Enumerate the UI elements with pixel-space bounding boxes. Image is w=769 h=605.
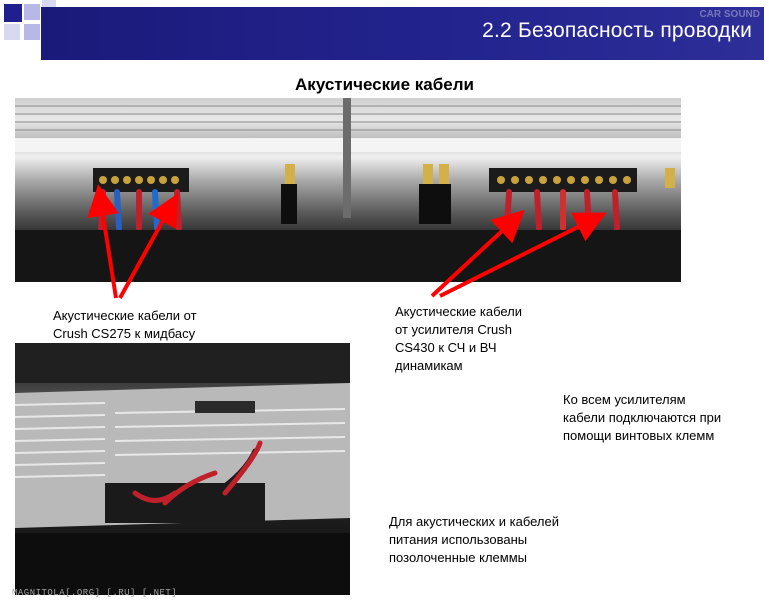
site-watermark: MAGNITOLA[.ORG] [.RU] [.NET]: [12, 588, 178, 598]
slide-title: 2.2 Безопасность проводки: [482, 19, 752, 42]
amplifier-photo-top: [15, 98, 681, 282]
caption-right-middle: Ко всем усилителям кабели подключаются при помощи винтовых клемм: [563, 392, 722, 443]
amplifier-photo-bottom: [15, 343, 350, 595]
decor-square-light: [24, 4, 40, 20]
amplifier-photo-top-drawing: [15, 98, 681, 282]
decor-square-pale: [4, 24, 20, 40]
slide-subtitle: Акустические кабели: [295, 75, 474, 94]
caption-left-top: Акустические кабели от Crush CS275 к мидбасу: [53, 308, 197, 341]
decor-square-light-2: [24, 24, 40, 40]
caption-right-top: Акустические кабели от усилителя Crush CS430 к СЧ и ВЧ динамикам: [395, 304, 523, 373]
decor-square-pale-2: [42, 0, 56, 7]
amplifier-photo-bottom-drawing: [15, 343, 350, 595]
title-bar: [41, 7, 764, 60]
caption-right-bottom: Для акустических и кабелей питания использованы позолоченные клеммы: [389, 514, 559, 565]
title-watermark: CAR SOUND: [699, 9, 760, 20]
decor-square-navy: [4, 4, 22, 22]
